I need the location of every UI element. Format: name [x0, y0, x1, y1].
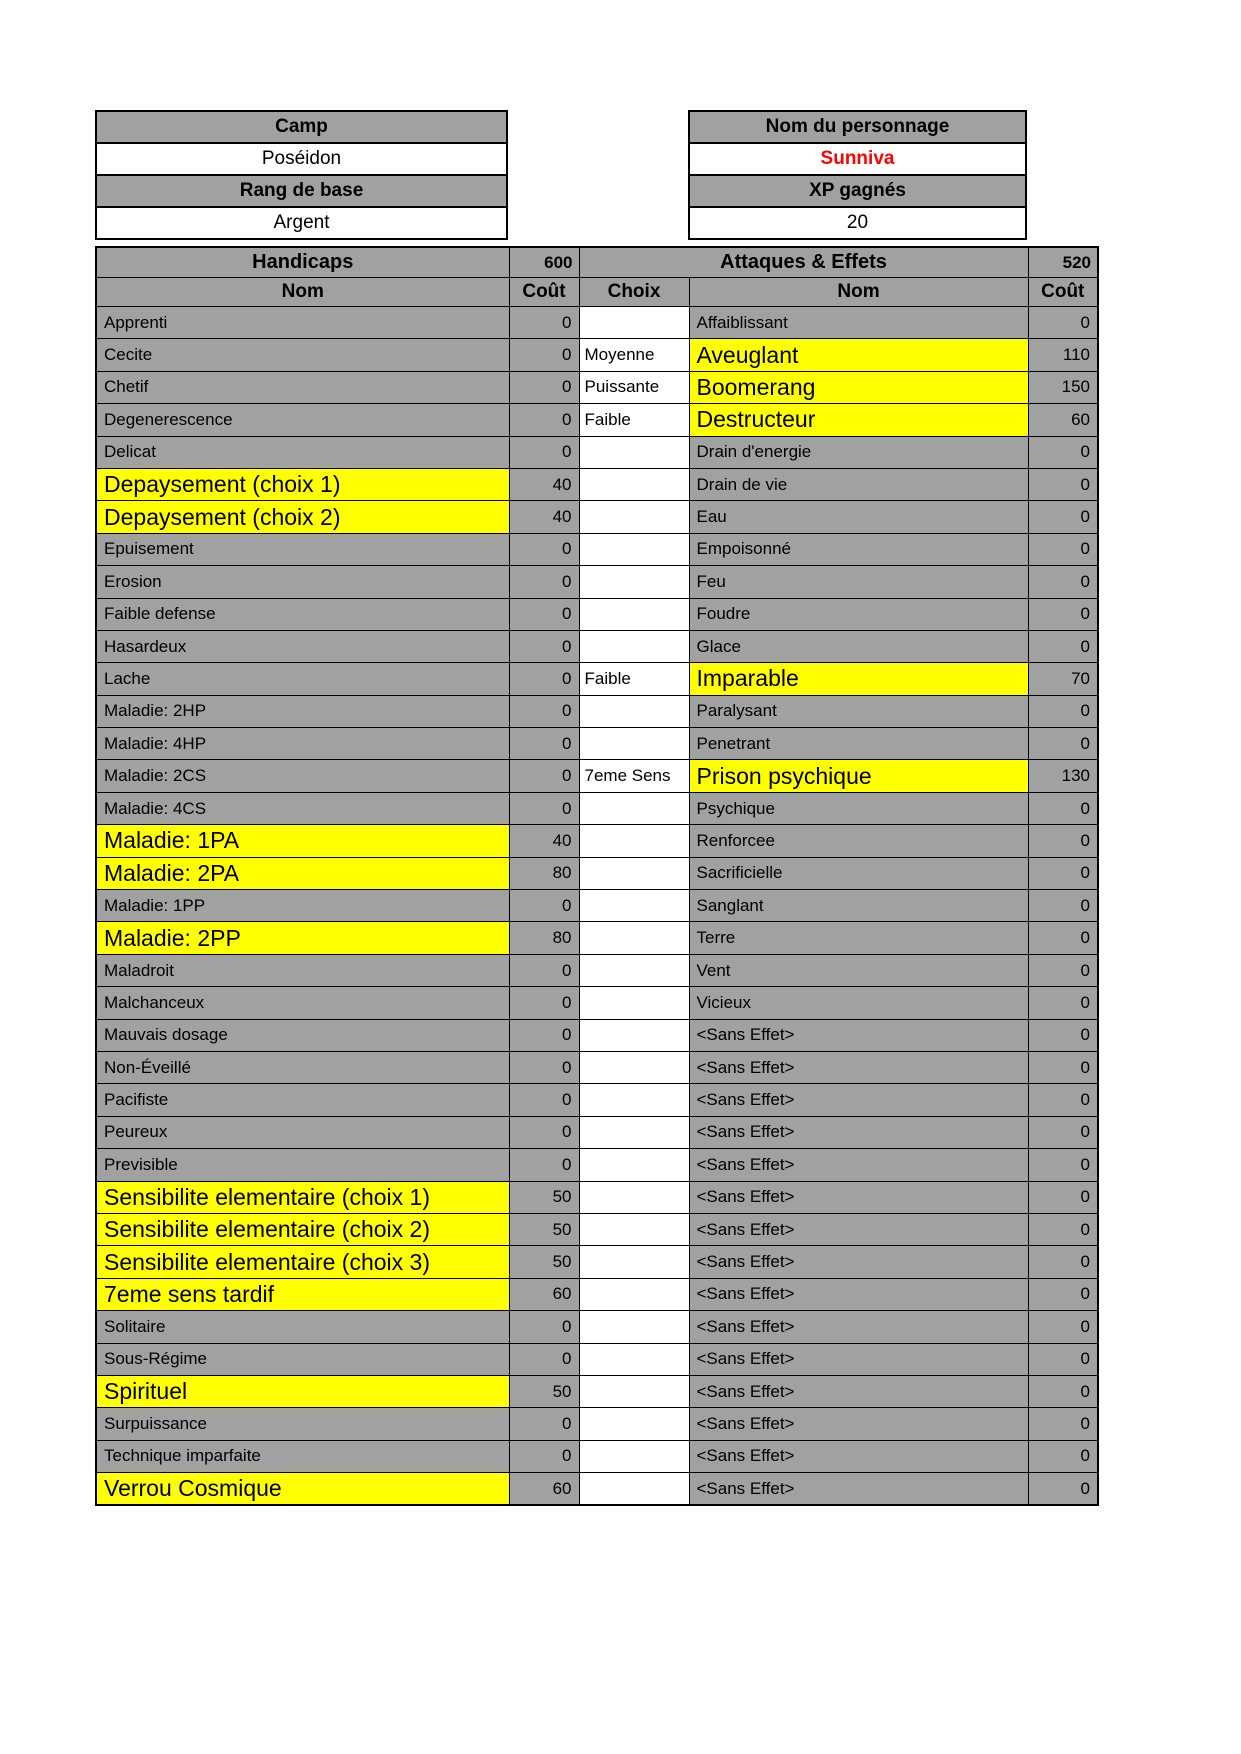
nom-personnage-label: Nom du personnage — [689, 111, 1026, 143]
handicap-cost: 0 — [509, 663, 579, 695]
handicap-choice — [579, 630, 689, 662]
handicap-cost: 50 — [509, 1181, 579, 1213]
handicap-name: Sensibilite elementaire (choix 1) — [96, 1181, 509, 1213]
attack-cost: 0 — [1028, 566, 1098, 598]
attack-cost: 0 — [1028, 307, 1098, 339]
personnage-info-box — [688, 110, 1027, 240]
handicap-name: Delicat — [96, 436, 509, 468]
handicap-choice — [579, 1051, 689, 1083]
handicap-choice — [579, 1311, 689, 1343]
attack-cost: 0 — [1028, 1246, 1098, 1278]
handicap-choice — [579, 695, 689, 727]
sheet-row — [96, 339, 1098, 371]
sheet-row — [96, 1181, 1098, 1213]
sheet-row — [96, 792, 1098, 824]
sheet-row — [96, 468, 1098, 500]
attack-cost: 0 — [1028, 1343, 1098, 1375]
handicap-choice — [579, 954, 689, 986]
handicap-cost: 0 — [509, 1408, 579, 1440]
sheet-row — [96, 1019, 1098, 1051]
attack-name: Empoisonné — [689, 533, 1028, 565]
handicap-name: Apprenti — [96, 307, 509, 339]
handicap-choice — [579, 825, 689, 857]
handicap-name: Erosion — [96, 566, 509, 598]
attack-name: Foudre — [689, 598, 1028, 630]
handicap-choice — [579, 436, 689, 468]
handicap-name: Maladie: 2HP — [96, 695, 509, 727]
handicap-choice: Puissante — [579, 371, 689, 403]
sheet-row — [96, 501, 1098, 533]
handicap-choice — [579, 890, 689, 922]
attack-cost: 0 — [1028, 598, 1098, 630]
handicap-cost: 40 — [509, 501, 579, 533]
attack-cost: 0 — [1028, 1375, 1098, 1407]
sheet-row — [96, 1473, 1098, 1506]
handicap-choice — [579, 728, 689, 760]
handicap-cost: 0 — [509, 436, 579, 468]
attack-cost: 0 — [1028, 857, 1098, 889]
handicap-choice — [579, 1343, 689, 1375]
handicap-cost: 0 — [509, 630, 579, 662]
camp-info-box — [95, 110, 508, 240]
sheet-row — [96, 630, 1098, 662]
handicap-name: Previsible — [96, 1149, 509, 1181]
attack-cost: 0 — [1028, 890, 1098, 922]
attack-name: <Sans Effet> — [689, 1278, 1028, 1310]
handicap-cost: 0 — [509, 1084, 579, 1116]
handicap-choice — [579, 1213, 689, 1245]
sheet-row — [96, 1149, 1098, 1181]
attack-cost: 0 — [1028, 468, 1098, 500]
handicap-cost: 0 — [509, 695, 579, 727]
handicap-cost: 0 — [509, 339, 579, 371]
handicap-name: Maladie: 4CS — [96, 792, 509, 824]
handicap-name: Sensibilite elementaire (choix 2) — [96, 1213, 509, 1245]
handicap-cost: 0 — [509, 954, 579, 986]
attack-name: <Sans Effet> — [689, 1084, 1028, 1116]
camp-value: Poséidon — [96, 143, 507, 175]
handicap-name: Solitaire — [96, 1311, 509, 1343]
attack-cost: 0 — [1028, 1278, 1098, 1310]
handicap-choice — [579, 1181, 689, 1213]
sheet-row — [96, 1375, 1098, 1407]
attack-cost: 0 — [1028, 954, 1098, 986]
handicap-cost: 0 — [509, 792, 579, 824]
attack-name: Glace — [689, 630, 1028, 662]
handicap-choice — [579, 598, 689, 630]
attack-name: Boomerang — [689, 371, 1028, 403]
sheet-row — [96, 598, 1098, 630]
attack-name: Prison psychique — [689, 760, 1028, 792]
handicap-name: Cecite — [96, 339, 509, 371]
attack-name: Psychique — [689, 792, 1028, 824]
handicap-cost: 0 — [509, 1051, 579, 1083]
attack-cost: 0 — [1028, 1440, 1098, 1472]
attaques-title: Attaques & Effets — [579, 247, 1028, 278]
handicap-cost: 0 — [509, 1311, 579, 1343]
sheet-row — [96, 436, 1098, 468]
handicap-name: Surpuissance — [96, 1408, 509, 1440]
handicap-cost: 0 — [509, 760, 579, 792]
handicap-cost: 0 — [509, 728, 579, 760]
handicap-cost: 0 — [509, 371, 579, 403]
sheet-row — [96, 728, 1098, 760]
attack-name: Vent — [689, 954, 1028, 986]
attack-cost: 0 — [1028, 436, 1098, 468]
attack-cost: 0 — [1028, 1181, 1098, 1213]
attack-name: Vicieux — [689, 987, 1028, 1019]
handicap-name: Mauvais dosage — [96, 1019, 509, 1051]
sheet-row — [96, 533, 1098, 565]
handicap-name: Lache — [96, 663, 509, 695]
handicap-cost: 60 — [509, 1473, 579, 1506]
handicap-choice — [579, 501, 689, 533]
sheet-row — [96, 566, 1098, 598]
handicap-name: Maladie: 2PP — [96, 922, 509, 954]
attack-name: <Sans Effet> — [689, 1116, 1028, 1148]
attaques-col-cout: Coût — [1028, 278, 1098, 307]
handicap-name: Maladie: 1PP — [96, 890, 509, 922]
attack-cost: 0 — [1028, 728, 1098, 760]
sheet-row — [96, 1116, 1098, 1148]
attack-name: <Sans Effet> — [689, 1213, 1028, 1245]
handicap-choice — [579, 1149, 689, 1181]
handicap-choice — [579, 1084, 689, 1116]
sheet-row — [96, 1051, 1098, 1083]
handicap-choice — [579, 1440, 689, 1472]
handicap-cost: 0 — [509, 566, 579, 598]
handicap-name: Maladroit — [96, 954, 509, 986]
handicap-name: Chetif — [96, 371, 509, 403]
attack-name: Drain de vie — [689, 468, 1028, 500]
attack-name: Sanglant — [689, 890, 1028, 922]
attack-name: <Sans Effet> — [689, 1473, 1028, 1506]
handicap-cost: 50 — [509, 1213, 579, 1245]
sheet-row — [96, 1343, 1098, 1375]
attack-cost: 0 — [1028, 1473, 1098, 1506]
handicap-name: Peureux — [96, 1116, 509, 1148]
handicap-name: Hasardeux — [96, 630, 509, 662]
attack-name: <Sans Effet> — [689, 1149, 1028, 1181]
attack-name: <Sans Effet> — [689, 1343, 1028, 1375]
attack-cost: 0 — [1028, 695, 1098, 727]
sheet-row — [96, 1278, 1098, 1310]
handicap-choice: Faible — [579, 663, 689, 695]
attack-cost: 0 — [1028, 533, 1098, 565]
handicap-choice — [579, 987, 689, 1019]
handicap-choice — [579, 1408, 689, 1440]
handicap-choice — [579, 307, 689, 339]
section-title-row — [96, 247, 1098, 278]
attaques-total: 520 — [1028, 247, 1098, 278]
attack-name: <Sans Effet> — [689, 1246, 1028, 1278]
sheet-row — [96, 1311, 1098, 1343]
handicap-cost: 0 — [509, 987, 579, 1019]
sheet-row — [96, 825, 1098, 857]
handicap-name: Verrou Cosmique — [96, 1473, 509, 1506]
sheet-row — [96, 307, 1098, 339]
attack-cost: 0 — [1028, 1084, 1098, 1116]
attack-cost: 0 — [1028, 922, 1098, 954]
sheet-row — [96, 1084, 1098, 1116]
attaques-col-nom: Nom — [689, 278, 1028, 307]
handicap-name: Maladie: 2CS — [96, 760, 509, 792]
nom-personnage-value: Sunniva — [689, 143, 1026, 175]
attack-name: Imparable — [689, 663, 1028, 695]
attack-cost: 0 — [1028, 987, 1098, 1019]
attack-name: <Sans Effet> — [689, 1440, 1028, 1472]
attack-name: Feu — [689, 566, 1028, 598]
handicap-choice — [579, 1375, 689, 1407]
attack-cost: 0 — [1028, 630, 1098, 662]
handicap-choice — [579, 1019, 689, 1051]
handicap-choice — [579, 1473, 689, 1506]
handicap-cost: 0 — [509, 1440, 579, 1472]
attack-cost: 0 — [1028, 1116, 1098, 1148]
attack-name: Eau — [689, 501, 1028, 533]
handicap-name: Faible defense — [96, 598, 509, 630]
handicap-choice: Faible — [579, 404, 689, 436]
sheet-row — [96, 404, 1098, 436]
attack-name: Destructeur — [689, 404, 1028, 436]
sheet-row — [96, 890, 1098, 922]
sheet-row — [96, 922, 1098, 954]
sheet-row — [96, 760, 1098, 792]
sheet-row — [96, 1408, 1098, 1440]
camp-label: Camp — [96, 111, 507, 143]
attack-cost: 0 — [1028, 1408, 1098, 1440]
handicap-cost: 40 — [509, 468, 579, 500]
handicap-cost: 0 — [509, 1343, 579, 1375]
attack-name: Drain d'energie — [689, 436, 1028, 468]
handicap-choice — [579, 1116, 689, 1148]
handicap-name: Maladie: 4HP — [96, 728, 509, 760]
handicap-cost: 40 — [509, 825, 579, 857]
attack-name: Sacrificielle — [689, 857, 1028, 889]
handicap-cost: 0 — [509, 890, 579, 922]
attack-cost: 0 — [1028, 1051, 1098, 1083]
handicaps-title: Handicaps — [96, 247, 509, 278]
handicap-name: Depaysement (choix 1) — [96, 468, 509, 500]
handicap-name: Sous-Régime — [96, 1343, 509, 1375]
handicap-choice — [579, 566, 689, 598]
xp-gagnes-label: XP gagnés — [689, 175, 1026, 207]
attack-name: Paralysant — [689, 695, 1028, 727]
attack-cost: 0 — [1028, 1149, 1098, 1181]
rang-de-base-label: Rang de base — [96, 175, 507, 207]
attack-cost: 0 — [1028, 1019, 1098, 1051]
sheet-row — [96, 987, 1098, 1019]
handicaps-col-nom: Nom — [96, 278, 509, 307]
handicap-cost: 0 — [509, 404, 579, 436]
handicap-choice — [579, 922, 689, 954]
handicap-name: Maladie: 1PA — [96, 825, 509, 857]
sheet-row — [96, 1246, 1098, 1278]
attack-cost: 60 — [1028, 404, 1098, 436]
attack-name: Aveuglant — [689, 339, 1028, 371]
handicap-name: Technique imparfaite — [96, 1440, 509, 1472]
handicap-cost: 50 — [509, 1375, 579, 1407]
attack-cost: 0 — [1028, 1213, 1098, 1245]
attack-name: Penetrant — [689, 728, 1028, 760]
attack-name: <Sans Effet> — [689, 1375, 1028, 1407]
attack-name: <Sans Effet> — [689, 1311, 1028, 1343]
handicap-name: Malchanceux — [96, 987, 509, 1019]
handicap-cost: 0 — [509, 1019, 579, 1051]
handicap-choice — [579, 792, 689, 824]
handicap-choice — [579, 1246, 689, 1278]
handicap-choice: Moyenne — [579, 339, 689, 371]
handicap-cost: 0 — [509, 307, 579, 339]
handicap-name: Non-Éveillé — [96, 1051, 509, 1083]
attack-name: <Sans Effet> — [689, 1019, 1028, 1051]
handicap-choice — [579, 468, 689, 500]
sheet-row — [96, 857, 1098, 889]
attack-cost: 0 — [1028, 792, 1098, 824]
handicap-name: Pacifiste — [96, 1084, 509, 1116]
handicap-choice: 7eme Sens — [579, 760, 689, 792]
attack-name: <Sans Effet> — [689, 1181, 1028, 1213]
handicap-cost: 0 — [509, 1116, 579, 1148]
attack-cost: 110 — [1028, 339, 1098, 371]
attack-name: <Sans Effet> — [689, 1408, 1028, 1440]
handicap-name: Epuisement — [96, 533, 509, 565]
handicap-name: Degenerescence — [96, 404, 509, 436]
sheet-row — [96, 954, 1098, 986]
handicap-choice — [579, 857, 689, 889]
handicaps-total: 600 — [509, 247, 579, 278]
handicap-name: Depaysement (choix 2) — [96, 501, 509, 533]
handicap-name: Maladie: 2PA — [96, 857, 509, 889]
choix-col-header: Choix — [579, 278, 689, 307]
attack-cost: 150 — [1028, 371, 1098, 403]
sheet-row — [96, 1440, 1098, 1472]
attack-name: <Sans Effet> — [689, 1051, 1028, 1083]
handicap-name: Sensibilite elementaire (choix 3) — [96, 1246, 509, 1278]
handicap-cost: 60 — [509, 1278, 579, 1310]
sheet-row — [96, 663, 1098, 695]
column-header-row — [96, 278, 1098, 307]
attack-cost: 0 — [1028, 501, 1098, 533]
attack-cost: 70 — [1028, 663, 1098, 695]
attack-name: Affaiblissant — [689, 307, 1028, 339]
handicap-name: 7eme sens tardif — [96, 1278, 509, 1310]
handicaps-col-cout: Coût — [509, 278, 579, 307]
handicap-cost: 50 — [509, 1246, 579, 1278]
rang-de-base-value: Argent — [96, 207, 507, 239]
main-sheet-table — [95, 246, 1099, 1506]
attack-cost: 130 — [1028, 760, 1098, 792]
attack-name: Terre — [689, 922, 1028, 954]
handicap-cost: 0 — [509, 1149, 579, 1181]
sheet-row — [96, 695, 1098, 727]
handicap-cost: 0 — [509, 533, 579, 565]
handicap-name: Spirituel — [96, 1375, 509, 1407]
xp-gagnes-value: 20 — [689, 207, 1026, 239]
attack-name: Renforcee — [689, 825, 1028, 857]
handicap-cost: 0 — [509, 598, 579, 630]
handicap-choice — [579, 1278, 689, 1310]
attack-cost: 0 — [1028, 1311, 1098, 1343]
sheet-row — [96, 1213, 1098, 1245]
handicap-cost: 80 — [509, 922, 579, 954]
sheet-row — [96, 371, 1098, 403]
handicap-choice — [579, 533, 689, 565]
handicap-cost: 80 — [509, 857, 579, 889]
attack-cost: 0 — [1028, 825, 1098, 857]
